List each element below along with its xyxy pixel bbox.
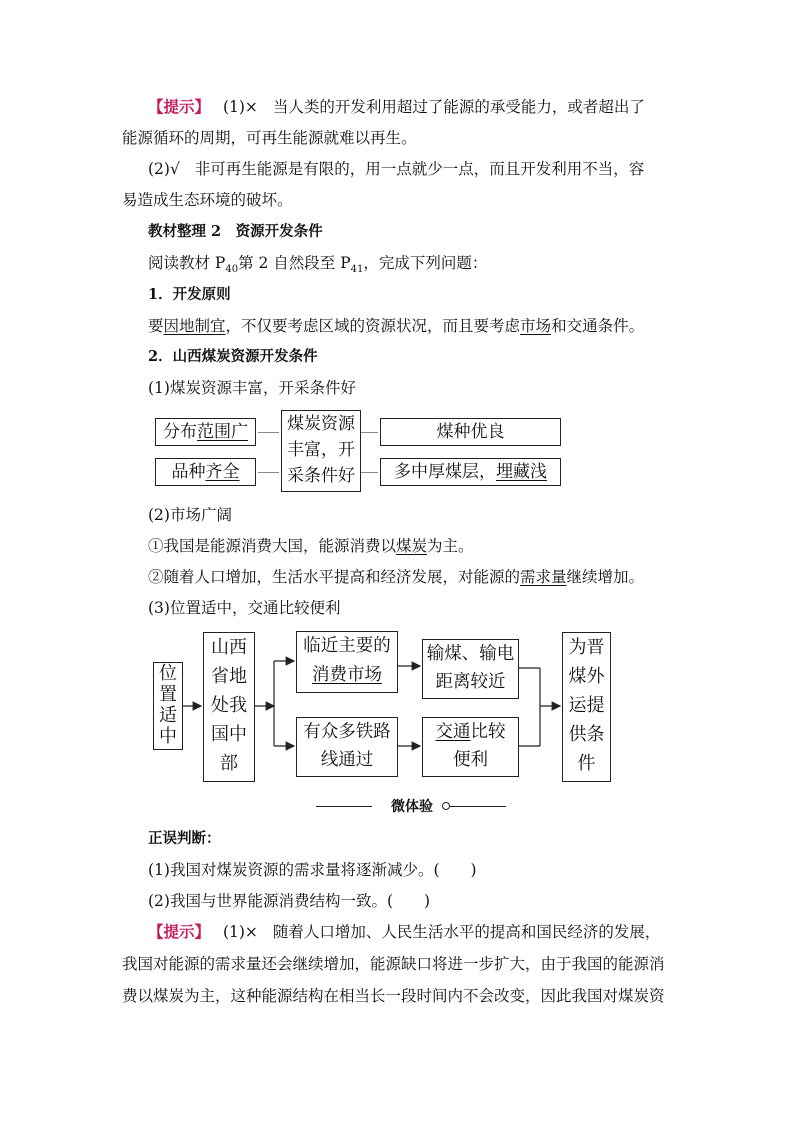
judge-question-1: (1)我国对煤炭资源的需求量将逐渐减少。( ) <box>148 861 477 879</box>
subheading-3: (3)位置适中，交通比较便利 <box>148 599 341 617</box>
reading-text: ，完成下列问题： <box>363 254 488 272</box>
underlined-answer: 范围广 <box>197 422 248 442</box>
box-text: 多中厚煤层， <box>394 462 496 482</box>
banner-rule <box>316 806 372 807</box>
tip-paragraph-3-cont: 费以煤炭为主，这种能源结构在相当长一段时间内不会改变，因此我国对煤炭资 <box>122 987 665 1005</box>
tip-text: 当人类的开发利用超过了能源的承受能力，或者超出了 <box>272 98 645 116</box>
page-subscript: 40 <box>225 264 239 276</box>
box-text: 品种 <box>171 462 206 482</box>
box-line: 运提 <box>568 695 605 716</box>
box-line: 采条件好 <box>287 466 355 486</box>
micro-experience-banner <box>316 797 506 817</box>
underlined-answer: 埋藏浅 <box>496 462 547 482</box>
underlined-answer: 市场 <box>520 317 552 335</box>
text: 继续增加。 <box>566 568 645 586</box>
answer-mark: (1)× <box>222 923 258 941</box>
tip-label: 【提示】 <box>148 922 211 941</box>
heading-principle: 1．开发原则 <box>148 286 231 303</box>
reading-text: 第 2 自然段至 P <box>238 254 351 272</box>
underlined-answer: 交通 <box>435 722 471 742</box>
subheading-1: (1)煤炭资源丰富，开采条件好 <box>148 379 356 397</box>
box-line: 丰富，开 <box>287 440 355 460</box>
box-line: 煤炭资源 <box>287 414 355 434</box>
box-text: 比较 <box>470 722 506 742</box>
box-line: 距离较近 <box>435 672 506 692</box>
box-line: 部 <box>220 753 238 774</box>
text: ②随着人口增加，生活水平提高和经济发展，对能源的 <box>148 568 521 586</box>
text: ，不仅要考虑区域的资源状况，而且要考虑 <box>225 317 521 335</box>
answer-mark: (2)√ <box>148 160 180 178</box>
underlined-answer: 因地制宜 <box>163 317 226 335</box>
text: 和交通条件。 <box>551 317 645 335</box>
judge-heading: 正误判断： <box>148 830 221 847</box>
answer-mark: (1)× <box>222 98 258 116</box>
box-line: 为晋 <box>568 637 605 658</box>
box-coal-quality: 煤种优良 <box>380 418 561 446</box>
subheading-2: (2)市场广阔 <box>148 506 232 524</box>
tip-label: 【提示】 <box>148 97 211 116</box>
box-line: 煤外 <box>568 666 605 687</box>
text: 为主。 <box>427 537 474 555</box>
box-line: 线通过 <box>320 750 374 770</box>
tip-paragraph-3-cont: 我国对能源的需求量还会继续增加，能源缺口将进一步扩大，由于我国的能源消 <box>122 955 665 973</box>
box-char: 位 <box>159 663 177 684</box>
section-heading: 教材整理 2 资源开发条件 <box>148 223 323 240</box>
text: 要 <box>148 317 164 335</box>
box-line: 件 <box>577 753 596 774</box>
box-line: 供条 <box>568 724 605 745</box>
box-line: 临近主要的 <box>303 636 391 656</box>
reading-text: 阅读教材 P <box>148 254 226 272</box>
underlined-answer: 消费市场 <box>312 665 382 685</box>
box-char: 适 <box>159 705 177 726</box>
box-line: 输煤、输电 <box>426 644 515 664</box>
box-text: 分布 <box>163 422 197 442</box>
box-char: 置 <box>159 684 177 705</box>
box-line: 有众多铁路 <box>303 722 391 742</box>
tip-paragraph-2-cont: 易造成生态环境的破坏。 <box>122 191 293 209</box>
box-line: 国中 <box>211 724 247 745</box>
heading-shanxi: 2．山西煤炭资源开发条件 <box>148 348 318 365</box>
banner-rule <box>450 806 506 807</box>
box-line: 便利 <box>453 750 488 770</box>
box-line: 省地 <box>211 666 247 687</box>
page-subscript: 41 <box>350 264 364 276</box>
banner-title: 微体验 <box>391 799 433 815</box>
underlined-answer: 齐全 <box>205 462 240 482</box>
judge-question-2: (2)我国与世界能源消费结构一致。( ) <box>148 892 431 910</box>
tip-paragraph-1-cont: 能源循环的周期，可再生能源就难以再生。 <box>122 129 417 147</box>
underlined-answer: 需求量 <box>520 568 567 586</box>
tip-text: 随着人口增加、人民生活水平的提高和国民经济的发展， <box>272 923 661 941</box>
box-line: 山西 <box>211 637 247 658</box>
tip-text: 非可再生能源是有限的，用一点就少一点，而且开发利用不当，容 <box>194 160 645 178</box>
underlined-answer: 煤炭 <box>396 537 428 555</box>
tip-paragraph-3 <box>148 922 708 942</box>
box-line: 处我 <box>211 695 247 716</box>
banner-dot <box>442 802 450 810</box>
text: ①我国是能源消费大国，能源消费以 <box>148 537 397 555</box>
box-char: 中 <box>159 726 177 747</box>
